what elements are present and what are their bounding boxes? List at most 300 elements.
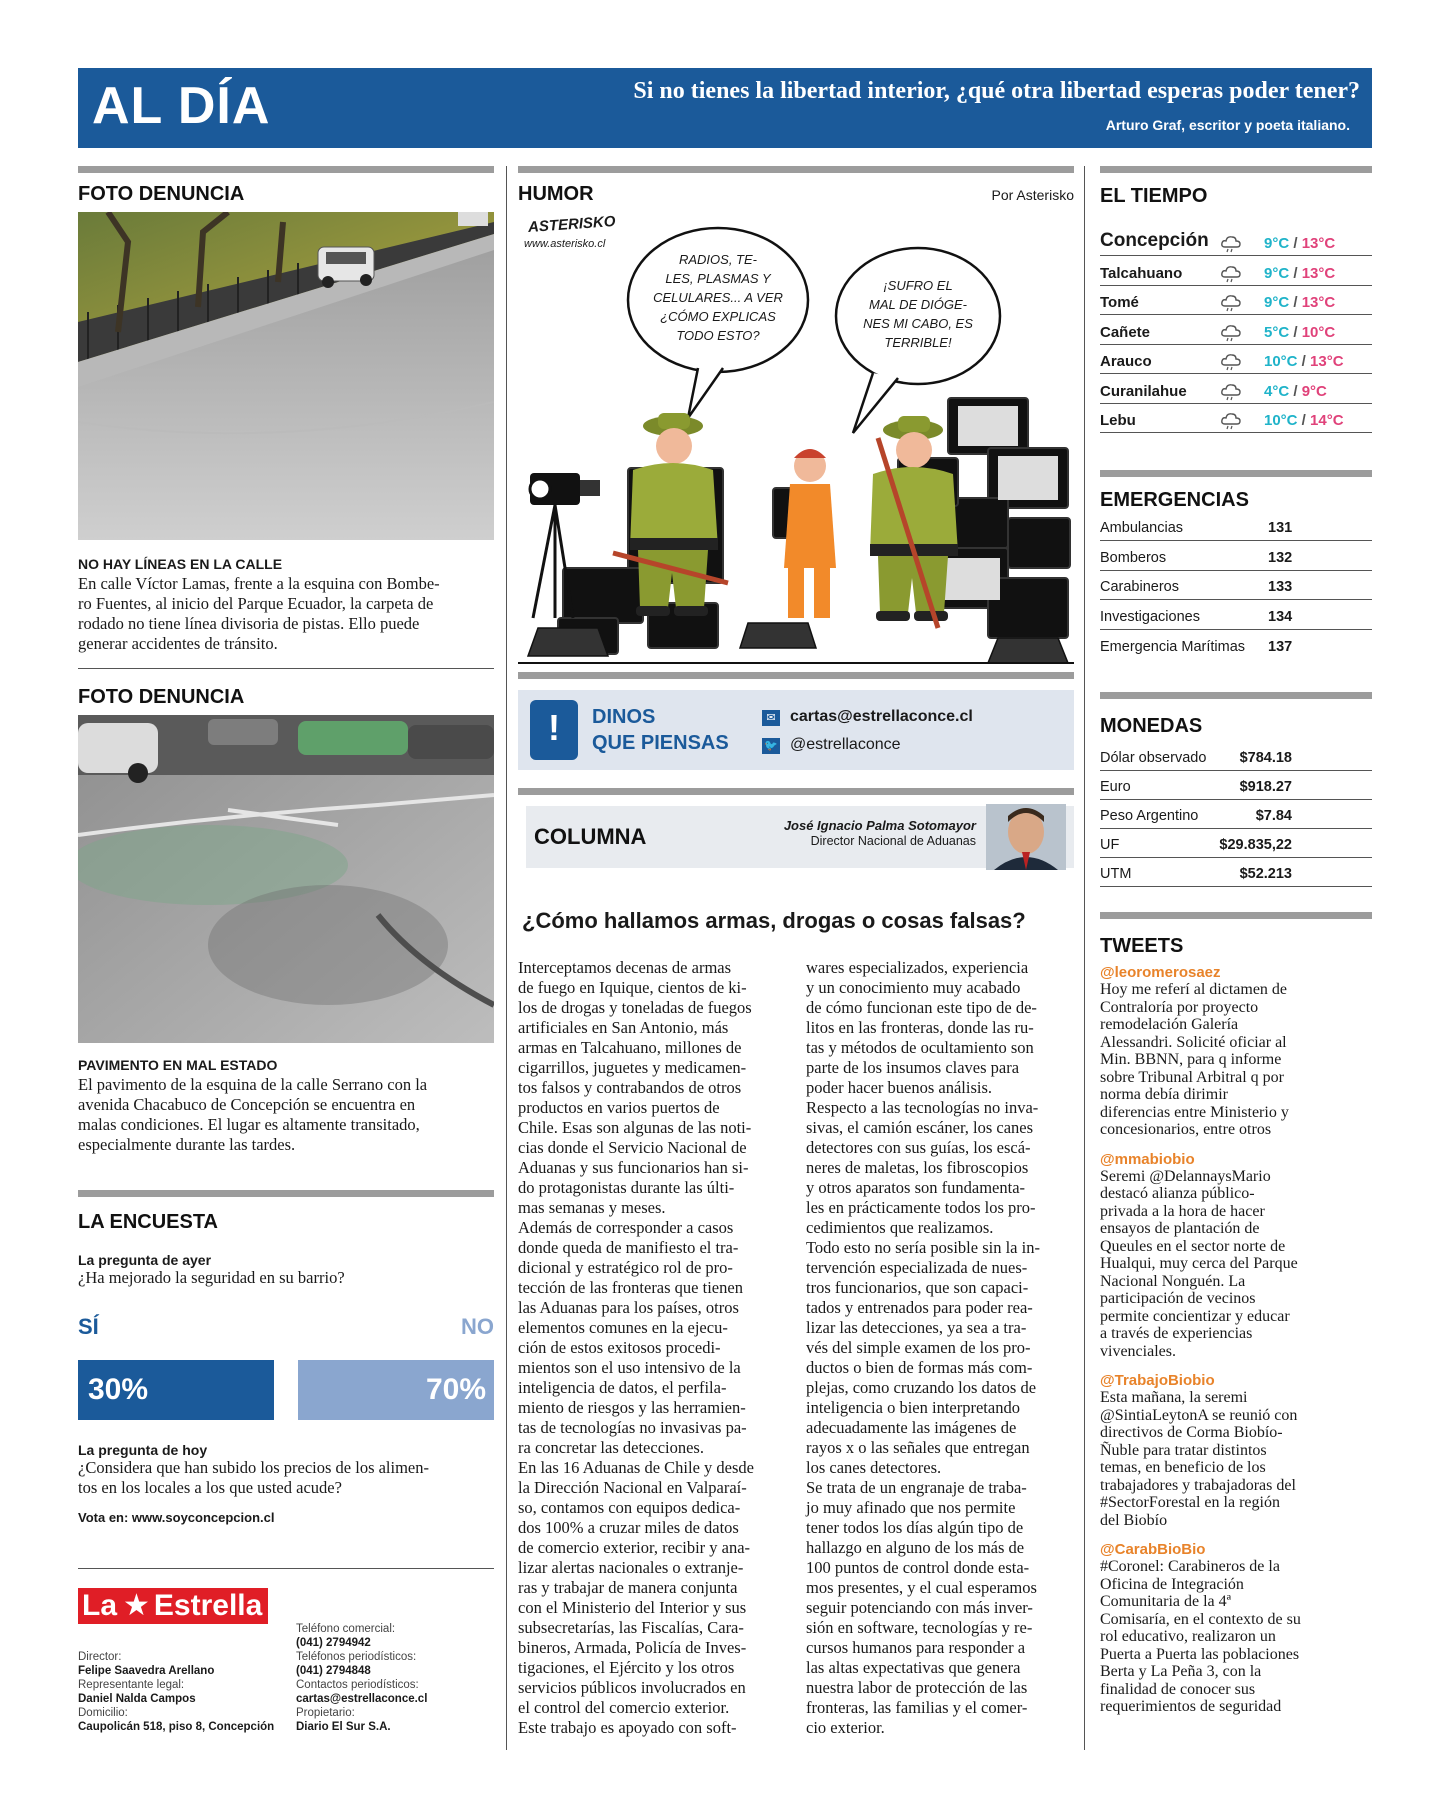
caption-line: rodado no tiene línea divisoria de pistas. Ello puede [78, 614, 420, 633]
logo-text-right: Estrella [152, 1588, 268, 1624]
column-line: inteligencia de datos, el perfila- [518, 1378, 727, 1397]
address: Caupolicán 518, piso 8, Concepción [78, 1721, 275, 1733]
tweet-line: ensayos de plantación de [1100, 1220, 1260, 1237]
column-line: Todo esto no sería posible sin la in- [806, 1238, 1040, 1257]
currency-value: $52.213 [1239, 866, 1292, 882]
cloud-rain-icon [1220, 383, 1242, 401]
contact-label: Contactos periodísticos: [296, 1679, 419, 1691]
humor-byline: Por Asterisko [991, 187, 1074, 203]
column-line: Se trata de un engranaje de traba- [806, 1478, 1027, 1497]
column-author: José Ignacio Palma Sotomayor [783, 818, 976, 833]
section-heading: LA ENCUESTA [78, 1211, 218, 1233]
tweet-list [1100, 964, 1372, 1716]
column-line: Interceptamos decenas de armas [518, 958, 732, 977]
bubble-line: ¡SUFRO EL [883, 278, 953, 293]
section-heading: COLUMNA [534, 824, 647, 849]
column-line: seguir potenciando con más inver- [806, 1598, 1033, 1617]
humor-section [518, 166, 1074, 207]
column-line: inteligencia o bien interpretando [806, 1398, 1020, 1417]
emergency-row [1100, 630, 1372, 659]
poll-vote-link[interactable]: Vota en: www.soyconcepcion.cl [78, 1510, 275, 1525]
tweet-item [1100, 964, 1372, 1139]
weather-row [1100, 404, 1372, 434]
section-header [78, 68, 1372, 148]
speech-bubble-officer [628, 250, 808, 345]
column-line: mientos son el uso intensivo de la [518, 1358, 741, 1377]
tweet-line: norma debía dirimir [1100, 1086, 1228, 1103]
bubble-line: LES, PLASMAS Y [665, 271, 771, 286]
column-line: tados y entrenados para poder rea- [806, 1298, 1033, 1317]
weather-city: Lebu [1100, 412, 1136, 429]
column-line: ción de estos exitosos procedi- [518, 1338, 721, 1357]
temp-min: 4°C [1264, 382, 1290, 400]
tweet-line: @SintiaLeytonA se reunió con [1100, 1406, 1298, 1424]
temp-max: 14°C [1310, 412, 1344, 429]
rule [518, 166, 1074, 173]
section-heading: FOTO DENUNCIA [78, 183, 245, 205]
header-quote: Si no tienes la libertad interior, ¿qué otra libertad esperas poder tener? [633, 78, 1360, 104]
tweet-line: vivenciales. [1100, 1342, 1176, 1360]
section-heading: FOTO DENUNCIA [78, 686, 245, 708]
photo-caption-text [78, 1075, 494, 1155]
column-line: de comercio exterior, recibir y ana- [518, 1538, 751, 1557]
currency-row [1100, 800, 1372, 829]
temp-separator: / [1289, 264, 1302, 282]
cloud-rain-icon [1220, 353, 1242, 371]
foto-denuncia-1 [78, 166, 494, 654]
logo-text-left: La [78, 1588, 121, 1624]
poll [78, 1190, 494, 1525]
weather-temps [1264, 353, 1344, 370]
section-heading: MONEDAS [1100, 715, 1203, 737]
currency-name: UTM [1100, 866, 1132, 882]
foto-denuncia-2 [78, 686, 494, 1155]
bubble-line: ¿CÓMO EXPLICAS [660, 309, 776, 324]
emergency-name: Bomberos [1100, 549, 1167, 566]
currency-name: Peso Argentino [1100, 808, 1199, 824]
column-line: Este trabajo es apoyado con soft- [518, 1718, 737, 1737]
tel-per-label: Teléfonos periodísticos: [296, 1651, 417, 1663]
header-quote-author: Arturo Graf, escritor y poeta italiano. [1105, 117, 1350, 133]
weather-row [1100, 315, 1372, 345]
column-line: litos en las fronteras, donde las ru- [806, 1018, 1034, 1037]
column-rule [1084, 166, 1085, 1750]
owner: Diario El Sur S.A. [296, 1721, 391, 1733]
tweet-line: Puerta a Puerta las poblaciones [1100, 1645, 1300, 1663]
emergency-number: 131 [1268, 520, 1293, 536]
column-line: ductos o bien de formas más com- [806, 1358, 1033, 1377]
column-headline: ¿Cómo hallamos armas, drogas o cosas falsas? [522, 908, 1026, 933]
tweet-line: sobre Tribunal Arbitral q por [1100, 1068, 1284, 1086]
currency-name: UF [1100, 837, 1120, 853]
tweet-line: Esta mañana, la seremi [1100, 1389, 1248, 1406]
emergency-row [1100, 571, 1372, 600]
section-title: AL DÍA [92, 77, 271, 135]
temp-max: 13°C [1301, 294, 1336, 311]
weather-temps [1264, 235, 1335, 252]
temp-min: 9°C [1264, 294, 1290, 311]
temp-separator: / [1297, 353, 1311, 370]
column-line: tigaciones, el Ejército y los otros [518, 1658, 735, 1677]
currency-value: $29.835,22 [1219, 837, 1292, 853]
weather-city: Arauco [1100, 353, 1152, 370]
weather-row [1100, 286, 1372, 316]
column-text-1 [518, 958, 788, 1738]
temp-max: 13°C [1310, 353, 1344, 370]
emergency-row [1100, 542, 1372, 571]
column-line: cio exterior. [806, 1718, 885, 1737]
tweet-item [1100, 1541, 1372, 1716]
weather-row [1100, 216, 1372, 256]
emergency-section [1100, 470, 1372, 662]
emergency-number: 134 [1268, 608, 1293, 625]
poll-yes-pct: 30% [88, 1373, 149, 1406]
column-line: tas de tecnologías no invasivas pa- [518, 1418, 747, 1437]
column-line: tervención especializada de nues- [806, 1258, 1028, 1277]
column-line: los canes detectores. [806, 1458, 942, 1477]
emergency-name: Ambulancias [1100, 520, 1184, 536]
caption-line: malas condiciones. El lugar es altamente transitado, [78, 1115, 420, 1134]
tweet-line: Nacional Nonguén. La [1100, 1272, 1246, 1290]
column-line: bineros, Armada, Policía de Inves- [518, 1638, 747, 1657]
column-line: dicional y estratégico rol de pro- [518, 1258, 733, 1277]
column-line: parte de los insumos claves para [806, 1058, 1020, 1077]
speech-bubble-thief [836, 276, 1000, 352]
rule [78, 1190, 494, 1197]
humor-head [518, 173, 1074, 207]
masthead-staff [78, 1650, 288, 1734]
dinos-line: DINOS [592, 706, 656, 728]
tweet-line: privada a la hora de hacer [1100, 1202, 1265, 1220]
column-line: jo muy afinado que nos permite [806, 1498, 1016, 1517]
email-icon: ✉ [762, 710, 780, 726]
exclamation-bubble-icon: ! [530, 700, 578, 760]
tel-per: (041) 2794848 [296, 1665, 371, 1677]
tweet-line: participación de vecinos [1100, 1290, 1256, 1307]
column-line: donde queda de manifiesto el tra- [518, 1238, 739, 1257]
column-line: cedimientos que realizamos. [806, 1218, 994, 1237]
column-line: wares especializados, experiencia [806, 958, 1029, 977]
masthead [78, 1582, 494, 1742]
column-line: nuestra labor de protección de las [806, 1678, 1028, 1697]
column-line: hallazgo en alguno de los más de [806, 1538, 1025, 1557]
emergency-number: 133 [1268, 579, 1293, 595]
masthead-contacts [296, 1622, 496, 1734]
column-line: Chile. Esas son algunas de las noti- [518, 1118, 752, 1137]
temp-min: 5°C [1264, 323, 1290, 341]
pavement-photo [78, 715, 494, 1043]
weather-city: Talcahuano [1100, 264, 1183, 282]
column-line: armas en Talcahuano, millones de [518, 1038, 742, 1057]
photo-caption-text [78, 574, 494, 654]
column-line: sivas, el camión escáner, los canes [806, 1118, 1034, 1137]
question-line: ¿Considera que han subido los precios de los alimen- [78, 1458, 430, 1477]
cloud-rain-icon [1220, 265, 1242, 283]
street-photo [78, 212, 494, 540]
weather-temps [1264, 324, 1335, 341]
caption-line: generar accidentes de tránsito. [78, 634, 278, 653]
column-line: mos presentes, y el cual esperamos [806, 1578, 1037, 1597]
temp-max: 13°C [1301, 264, 1336, 282]
column-line: elementos comunes en la ejecu- [518, 1318, 728, 1337]
currency-table [1100, 742, 1372, 892]
rep-label: Representante legal: [78, 1679, 185, 1691]
poll-yes-label: SÍ [78, 1314, 99, 1339]
emergency-number: 137 [1268, 639, 1293, 655]
poll-no-pct: 70% [425, 1373, 486, 1406]
cartoon-site: www.asterisko.cl [524, 238, 606, 250]
tweet-line: diferencias entre Ministerio y [1100, 1103, 1289, 1121]
column-line: ra concretar las detecciones. [518, 1438, 704, 1457]
rule [1100, 692, 1372, 699]
temp-min: 10°C [1264, 353, 1298, 370]
column-line: el control del comercio exterior. [518, 1698, 730, 1717]
photo-caption-title: NO HAY LÍNEAS EN LA CALLE [78, 556, 283, 572]
tweet-line: Contraloría por proyecto [1100, 998, 1259, 1016]
dinos-title [592, 704, 729, 756]
poll-no-label: NO [461, 1314, 494, 1339]
cloud-rain-icon [1220, 294, 1242, 312]
caption-line: El pavimento de la esquina de la calle Serrano con la [78, 1075, 428, 1094]
photo-caption-title: PAVIMENTO EN MAL ESTADO [78, 1057, 278, 1073]
column-line: En las 16 Aduanas de Chile y desde [518, 1458, 754, 1477]
weather-temps [1264, 294, 1335, 311]
divider [78, 668, 494, 669]
la-estrella-logo [78, 1588, 268, 1624]
weather-row [1100, 256, 1372, 286]
currency-name: Dólar observado [1100, 750, 1207, 766]
currency-row [1100, 829, 1372, 858]
column-line: detectores con sus guías, los escá- [806, 1138, 1031, 1157]
rule [518, 788, 1074, 795]
section-heading: EMERGENCIAS [1100, 489, 1249, 511]
cloud-rain-icon [1220, 412, 1242, 430]
column-line: adecuadamente las imágenes de [806, 1418, 1017, 1437]
bubble-line: CELULARES... A VER [653, 290, 783, 305]
section-heading: EL TIEMPO [1100, 185, 1208, 207]
currency-row [1100, 742, 1372, 771]
column-line: Respecto a las tecnologías no inva- [806, 1098, 1039, 1117]
column-line: de fuego en Iquique, cientos de ki- [518, 978, 747, 997]
column-text-2 [806, 958, 1076, 1738]
tweet-line: a través de experiencias [1100, 1325, 1253, 1342]
columna-header [526, 806, 1074, 868]
emergency-name: Carabineros [1100, 579, 1179, 595]
column-line: cias donde el Servicio Nacional de [518, 1138, 747, 1157]
tweet-line: Alessandri. Solicité oficiar al [1100, 1033, 1287, 1051]
bubble-line: TERRIBLE! [884, 335, 952, 350]
column-line: de cómo funcionan este tipo de de- [806, 998, 1037, 1017]
emergency-table [1100, 512, 1372, 662]
weather-city: Tomé [1100, 294, 1139, 311]
poll-labels [78, 1308, 494, 1348]
contact-email[interactable]: cartas@estrellaconce.cl [296, 1693, 428, 1705]
poll-yesterday-label: La pregunta de ayer [78, 1252, 212, 1268]
temp-max: 9°C [1301, 382, 1327, 400]
tweet-line: Min. BBNN, para q informe [1100, 1051, 1282, 1068]
rule [1100, 470, 1372, 477]
cloud-rain-icon [1220, 235, 1242, 253]
temp-min: 9°C [1264, 264, 1290, 282]
weather-row [1100, 374, 1372, 404]
emergency-number: 132 [1268, 549, 1293, 566]
director-label: Director: [78, 1651, 122, 1663]
column-line: cigarrillos, juguetes y medicamen- [518, 1058, 747, 1077]
column-line: lizar las detecciones, ya sea a tra- [806, 1318, 1027, 1337]
weather-table [1100, 216, 1372, 432]
rep-name: Daniel Nalda Campos [78, 1693, 196, 1705]
column-line: los de drogas y toneladas de fuegos [518, 998, 752, 1017]
column-line: Aduanas y sus funcionarios han si- [518, 1158, 749, 1177]
tweet-user[interactable]: @leoromerosaez [1100, 964, 1221, 981]
twitter-icon: 🐦 [762, 738, 780, 754]
tweet-line: Oficina de Integración [1100, 1575, 1244, 1593]
tweet-line: Comisaría, en el contexto de su [1100, 1610, 1301, 1628]
currency-row [1100, 858, 1372, 887]
owner-label: Propietario: [296, 1707, 355, 1719]
currency-value: $7.84 [1255, 808, 1292, 824]
tweet-user[interactable]: @mmabiobio [1100, 1150, 1195, 1168]
temp-max: 13°C [1301, 235, 1336, 252]
temp-separator: / [1289, 382, 1302, 400]
tweet-line: #SectorForestal en la región [1100, 1494, 1280, 1511]
tweet-line: del Biobío [1100, 1511, 1168, 1529]
tweet-line: Comunitaria de la 4ª [1100, 1593, 1232, 1610]
caption-line: avenida Chacabuco de Concepción se encuentra en [78, 1095, 416, 1114]
emergency-row [1100, 512, 1372, 541]
temp-separator: / [1289, 294, 1302, 311]
column-line: Además de corresponder a casos [518, 1218, 734, 1237]
column-line: y un conocimiento muy acabado [806, 978, 1021, 997]
column-line: la Dirección Nacional en Valparaí- [518, 1478, 747, 1497]
column-line: miento de riesgos y las herramien- [518, 1398, 746, 1417]
column-line: lizar alertas nacionales o extranje- [518, 1558, 744, 1577]
emergency-row [1100, 601, 1372, 630]
temp-min: 10°C [1264, 412, 1298, 429]
column-line: do protagonistas durante las últi- [518, 1178, 735, 1197]
column-rule [506, 166, 507, 1750]
tweet-line: directivos de Corma Biobío- [1100, 1424, 1283, 1441]
tweet-line: Ñuble para tratar distintos [1100, 1441, 1267, 1459]
section-heading: HUMOR [518, 183, 594, 205]
caption-line: En calle Víctor Lamas, frente a la esquina con Bombe- [78, 574, 440, 593]
temp-separator: / [1289, 235, 1302, 252]
tweet-line: temas, en beneficio de los [1100, 1459, 1266, 1476]
poll-no-bar [298, 1360, 494, 1420]
poll-today-question [78, 1458, 494, 1498]
cartoon-signature: ASTERISKO [527, 212, 617, 237]
tweet-user[interactable]: @TrabajoBiobio [1100, 1372, 1215, 1389]
column-line: vés del simple examen de los pro- [806, 1338, 1031, 1357]
rule [1100, 166, 1372, 173]
column-author-role: Director Nacional de Aduanas [810, 834, 976, 848]
column-line: artificiales en San Antonio, más [518, 1018, 729, 1037]
column-line: ras y trabajar de manera conjunta [518, 1578, 738, 1597]
column-line: fronteras, las familias y el comer- [806, 1698, 1028, 1717]
poll-yesterday-question: ¿Ha mejorado la seguridad en su barrio? [78, 1268, 345, 1287]
poll-yes-bar [78, 1360, 274, 1420]
tweet-line: Berta y La Peña 3, con la [1100, 1663, 1262, 1680]
column-line: tas y métodos de ocultamiento son [806, 1038, 1034, 1057]
tweet-line: finalidad de conocer sus [1100, 1680, 1256, 1698]
tweet-line: requerimientos de seguridad [1100, 1698, 1282, 1715]
tweet-line: trabajadores y trabajadoras del [1100, 1476, 1296, 1494]
divider [78, 1568, 494, 1569]
temp-separator: / [1297, 412, 1311, 429]
cloud-rain-icon [1220, 324, 1242, 342]
tel-com: (041) 2794942 [296, 1637, 371, 1649]
column-line: tros funcionarios, que son capaci- [806, 1278, 1029, 1297]
column-line: 100 puntos de control donde esta- [806, 1558, 1030, 1577]
currency-row [1100, 771, 1372, 800]
column-line: sión en software, tecnologías y re- [806, 1618, 1033, 1637]
caption-line: especialmente durante las tardes. [78, 1135, 296, 1154]
column-line: plejas, como cruzando los datos de [806, 1378, 1037, 1397]
currency-name: Euro [1100, 779, 1131, 795]
address-label: Domicilio: [78, 1707, 128, 1719]
column-line: dos 100% a cruzar miles de datos [518, 1518, 739, 1537]
bubble-line: MAL DE DIÓGE- [868, 297, 967, 312]
tweet-line: Seremi @DelannaysMario [1100, 1167, 1271, 1185]
column-line: rayos x o las señales que entregan [806, 1438, 1030, 1457]
emergency-name: Emergencia Marítimas [1100, 639, 1246, 655]
tweet-user[interactable]: @CarabBioBio [1100, 1541, 1206, 1558]
dinos-line: QUE PIENSAS [592, 732, 729, 754]
column-line: so, contamos con equipos dedica- [518, 1498, 741, 1517]
column-line: servicios públicos involucrados en [518, 1678, 746, 1697]
currency-value: $784.18 [1239, 750, 1292, 766]
tweet-item [1100, 1151, 1372, 1361]
weather-city: Curanilahue [1100, 382, 1187, 400]
column-line: les en prácticamente todos los pro- [806, 1198, 1036, 1217]
column-line: las altas expectativas que genera [806, 1658, 1021, 1677]
rule [1100, 912, 1372, 919]
column-line: mas semanas y meses. [518, 1198, 666, 1217]
weather-city: Cañete [1100, 323, 1151, 341]
humor-cartoon [518, 208, 1074, 668]
tweet-line: Hualqui, muy cerca del Parque [1100, 1255, 1298, 1272]
bubble-line: TODO ESTO? [676, 328, 760, 343]
rule [518, 672, 1074, 679]
tweet-line: Hoy me referí al dictamen de [1100, 981, 1288, 998]
weather-city: Concepción [1100, 230, 1209, 251]
tel-com-label: Teléfono comercial: [296, 1623, 396, 1635]
tweet-line: concesionarios, entre otros [1100, 1121, 1272, 1138]
tweet-item [1100, 1372, 1372, 1529]
temp-max: 10°C [1301, 323, 1336, 341]
dinos-email[interactable]: cartas@estrellaconce.cl [790, 708, 973, 725]
weather-temps [1264, 265, 1335, 282]
weather-temps [1264, 383, 1327, 400]
poll-results [78, 1360, 494, 1420]
bubble-line: RADIOS, TE- [678, 252, 757, 267]
column-line: tos falsos y contrabandos de otros [518, 1078, 742, 1097]
temp-min: 9°C [1264, 235, 1290, 252]
currency-section [1100, 692, 1372, 892]
emergency-name: Investigaciones [1100, 608, 1200, 625]
column-line: neres de maletas, los fibroscopios [806, 1158, 1029, 1177]
tweet-line: permite concientizar y educar [1100, 1307, 1290, 1325]
column-line: subsecretarías, las Fiscalías, Cara- [518, 1618, 744, 1637]
column-line: y otros aparatos son fundamenta- [806, 1178, 1026, 1197]
dinos-box [518, 690, 1074, 770]
weather-row [1100, 345, 1372, 375]
weather-temps [1264, 412, 1344, 429]
section-heading: TWEETS [1100, 935, 1184, 957]
weather-section [1100, 166, 1372, 432]
dinos-twitter[interactable]: @estrellaconce [790, 736, 901, 753]
star-icon: ★ [123, 1589, 150, 1622]
